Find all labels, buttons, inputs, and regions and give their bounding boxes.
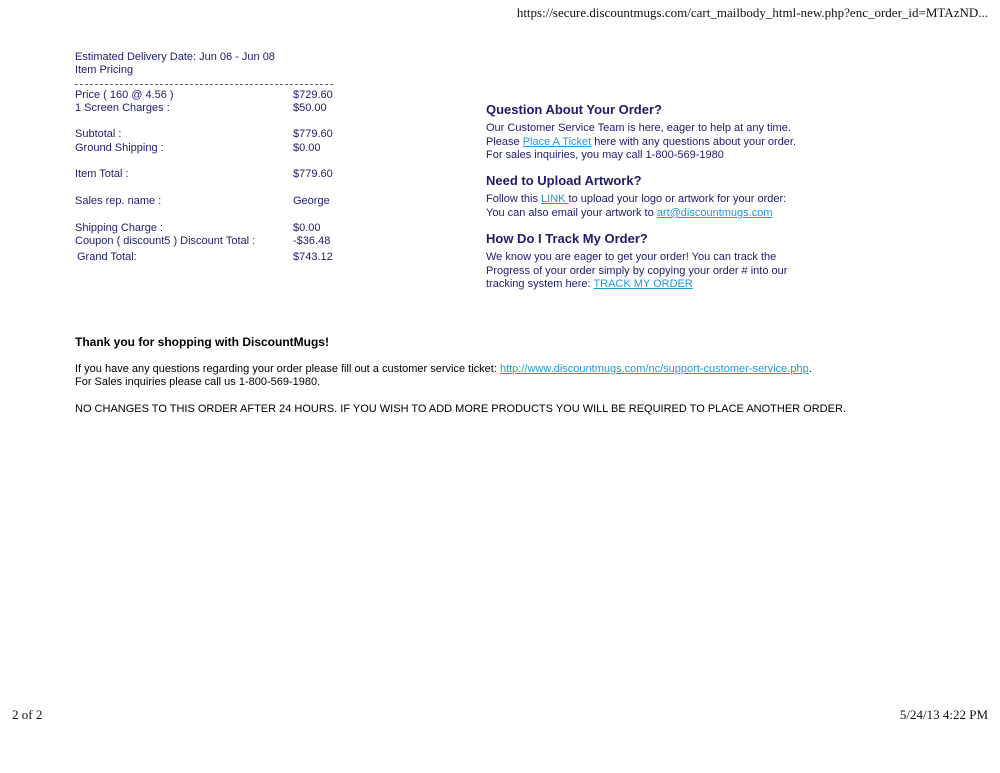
shipping-charge-row [75,222,335,235]
page-number: 2 of 2 [12,707,43,722]
subtotal-label: Subtotal : [75,128,122,141]
divider [75,78,333,85]
support-link[interactable]: http://www.discountmugs.com/nc/support-customer-service.php [499,363,809,375]
coupon-row [75,235,335,248]
price-row [75,89,335,102]
no-changes-notice: NO CHANGES TO THIS ORDER AFTER 24 HOURS. IF YOU WISH TO ADD MORE PRODUCTS YOU WILL BE REQUIRED TO PLACE ANOTHER ORDER. [75,403,846,415]
item-pricing-block [75,51,335,264]
track-order-link[interactable]: TRACK MY ORDER [593,277,693,290]
grand-total-row [75,251,335,264]
delivery-date: Estimated Delivery Date: Jun 06 - Jun 08 [75,51,275,63]
item-total-row [75,168,335,181]
price-value: $729.60 [293,88,333,101]
screen-charges-label: 1 Screen Charges : [75,101,170,114]
question-line: Our Customer Service Team is here, eager to help at any time. [486,122,791,135]
questions-post: . [808,363,812,375]
track-text [486,251,826,291]
question-heading: Question About Your Order? [486,102,662,117]
ground-shipping-value: $0.00 [293,141,321,154]
track-pre: tracking system here: [486,277,594,290]
item-total-label: Item Total : [75,168,129,181]
question-post: here with any questions about your order. [591,135,797,148]
question-pre: Please [486,135,523,148]
track-heading: How Do I Track My Order? [486,231,648,247]
upload-pre: Follow this [486,193,542,206]
grand-total-label: Grand Total: [77,251,137,264]
thank-you-heading: Thank you for shopping with DiscountMugs! [75,335,329,349]
sales-rep-label: Sales rep. name : [75,194,162,207]
shipping-charge-value: $0.00 [293,221,321,234]
upload-link[interactable]: LINK [541,193,569,206]
price-label: Price ( 160 @ 4.56 ) [75,88,174,101]
ground-shipping-label: Ground Shipping : [75,141,164,154]
track-line-2: Progress of your order simply by copying your order # into our [486,264,788,277]
question-text [486,122,826,162]
place-ticket-link[interactable]: Place A Ticket [522,135,592,148]
sales-phone-text: For sales inquiries, you may call 1-800-569-1980 [486,148,724,161]
upload-post: to upload your logo or artwork for your order: [568,193,787,206]
artwork-email-link[interactable]: art@discountmugs.com [656,206,773,219]
track-line-1: We know you are eager to get your order! You can track the [486,251,777,264]
grand-total-value: $743.12 [293,251,333,264]
sales-rep-value: George [293,194,330,207]
upload-heading: Need to Upload Artwork? [486,173,642,189]
sales-rep-row [75,195,335,208]
questions-text [75,363,812,390]
email-pre: You can also email your artwork to [486,206,657,219]
item-total-value: $779.60 [293,168,333,181]
pricing-heading: Item Pricing [75,64,134,77]
coupon-label: Coupon ( discount5 ) Discount Total : [75,234,256,247]
print-date: 5/24/13 4:22 PM [899,707,988,722]
screen-charges-row [75,102,335,115]
screen-charges-value: $50.00 [293,101,327,114]
help-panel [486,103,826,303]
coupon-value: -$36.48 [293,234,331,247]
subtotal-value: $779.60 [293,128,333,141]
subtotal-row [75,128,335,141]
upload-text [486,193,826,220]
page-url: https://secure.discountmugs.com/cart_mailbody_html-new.php?enc_order_id=MTAzND... [516,5,988,20]
shipping-charge-label: Shipping Charge : [75,221,164,234]
questions-pre: If you have any questions regarding your order please fill out a customer service ticket: [75,363,500,375]
sales-inquiries-text: For Sales inquiries please call us 1-800-569-1980. [75,376,321,389]
ground-shipping-row [75,142,335,155]
